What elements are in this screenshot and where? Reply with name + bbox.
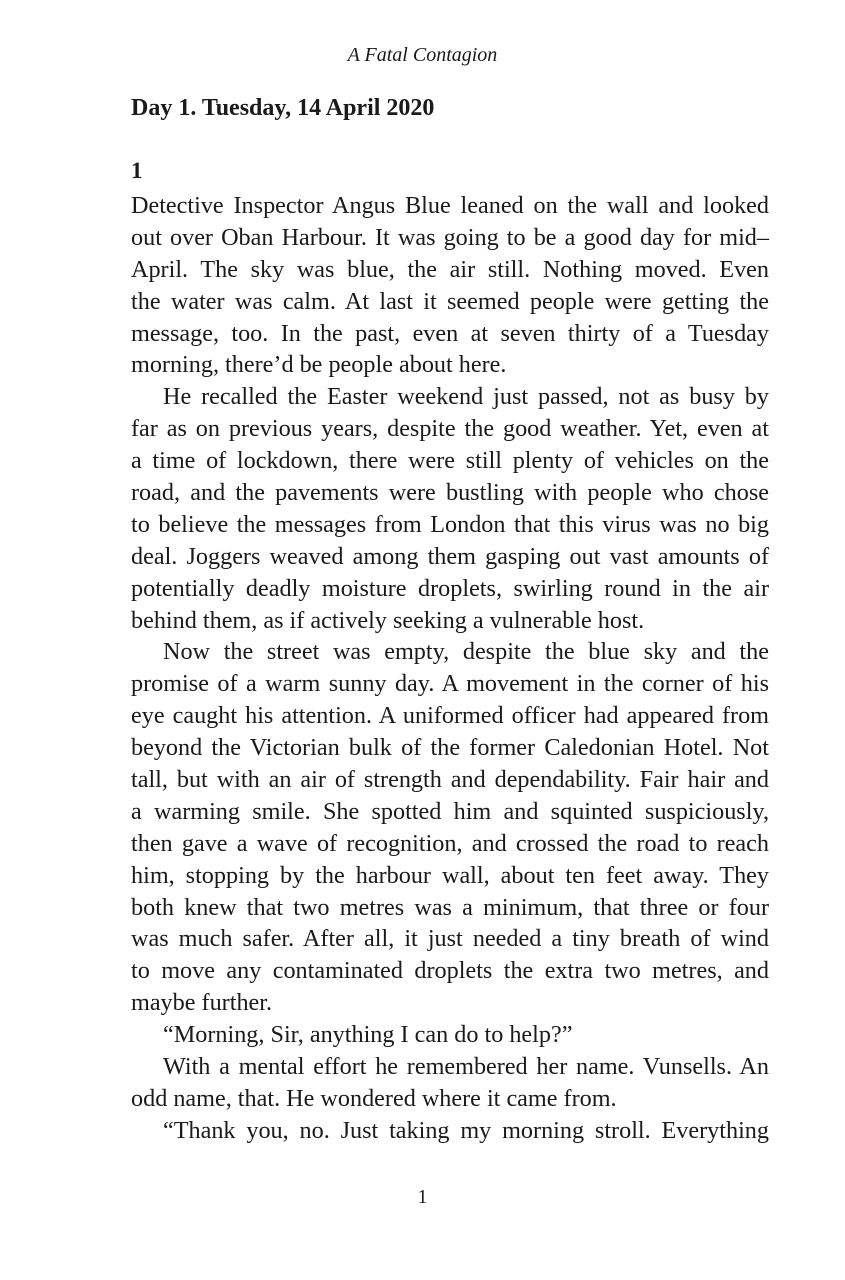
text-line: a warming smile. She spotted him and squinted suspiciously,	[131, 797, 769, 825]
text-line: behind them, as if actively seeking a vulnerable host.	[131, 606, 645, 634]
text-line: him, stopping by the harbour wall, about ten feet away. They	[131, 861, 769, 889]
text-line: to move any contaminated droplets the extra two metres, and	[131, 957, 769, 985]
text-line: Now the street was empty, despite the blue sky and the	[163, 638, 769, 666]
body-text	[131, 190, 769, 1147]
text-line: far as on previous years, despite the good weather. Yet, even at	[131, 415, 769, 443]
text-line: road, and the pavements were bustling with people who chose	[131, 479, 769, 507]
text-line: to believe the messages from London that this virus was no big	[131, 510, 769, 538]
text-line: Detective Inspector Angus Blue leaned on the wall and looked	[131, 192, 769, 219]
text-line: was much safer. After all, it just needed a tiny breath of wind	[131, 925, 769, 953]
text-line: deal. Joggers weaved among them gasping out vast amounts of	[131, 542, 769, 570]
text-line: April. The sky was blue, the air still. Nothing moved. Even	[131, 255, 769, 283]
text-line: “Morning, Sir, anything I can do to help?”	[163, 1021, 573, 1049]
text-line: With a mental effort he remembered her name. Vunsells. An	[163, 1053, 769, 1081]
text-line: “Thank you, no. Just taking my morning stroll. Everything	[163, 1116, 769, 1144]
text-line: then gave a wave of recognition, and crossed the road to reach	[131, 829, 769, 857]
text-line: odd name, that. He wondered where it came from.	[131, 1084, 617, 1112]
text-line: both knew that two metres was a minimum, that three or four	[131, 893, 769, 921]
text-line: promise of a warm sunny day. A movement in the corner of his	[131, 670, 769, 698]
text-line: eye caught his attention. A uniformed officer had appeared from	[131, 702, 769, 730]
text-line: out over Oban Harbour. It was going to be a good day for mid–	[131, 223, 769, 251]
running-head: A Fatal Contagion	[347, 44, 498, 66]
text-line: message, too. In the past, even at seven thirty of a Tuesday	[131, 319, 769, 347]
section-number: 1	[131, 158, 143, 183]
page-number: 1	[417, 1186, 428, 1208]
text-line: potentially deadly moisture droplets, swirling round in the air	[131, 574, 769, 602]
chapter-heading: Day 1. Tuesday, 14 April 2020	[131, 95, 435, 121]
text-line: the water was calm. At last it seemed people were getting the	[131, 287, 769, 315]
text-line: He recalled the Easter weekend just passed, not as busy by	[163, 383, 769, 411]
text-line: beyond the Victorian bulk of the former Caledonian Hotel. Not	[131, 734, 769, 762]
text-line: a time of lockdown, there were still plenty of vehicles on the	[131, 447, 769, 475]
text-line: morning, there’d be people about here.	[131, 351, 507, 379]
text-line: tall, but with an air of strength and dependability. Fair hair and	[131, 766, 769, 794]
text-line: maybe further.	[131, 989, 273, 1017]
